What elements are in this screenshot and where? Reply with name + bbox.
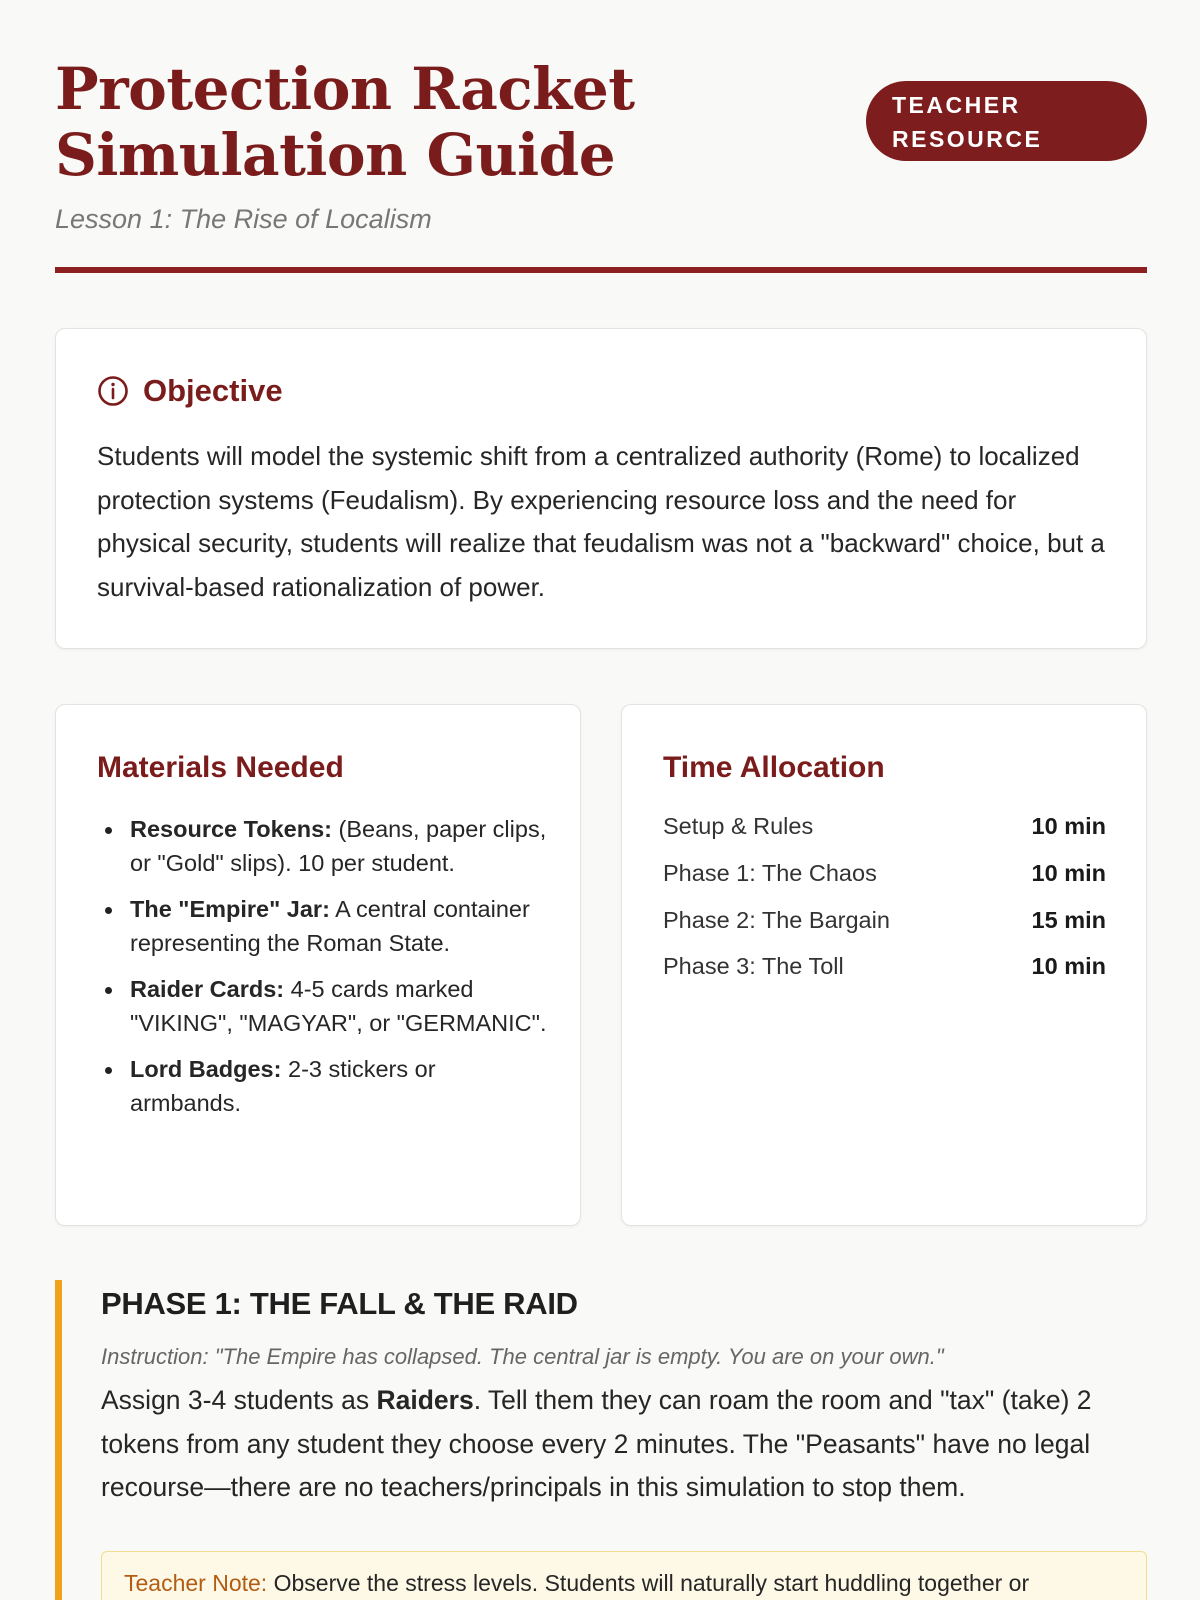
material-text: 4-5 cards marked "VIKING", "MAGYAR", or "GERMANIC". [130,976,547,1036]
teacher-note-label: Teacher Note: [124,1570,268,1596]
time-value: 10 min [1031,860,1106,886]
objective-title: Objective [143,373,283,408]
time-label: Setup & Rules [663,813,814,839]
teacher-note-text: Observe the stress levels. Students will naturally start huddling together or [267,1570,1030,1596]
objective-heading [97,373,283,409]
material-label: Lord Badges: [130,1056,282,1082]
page-header [55,0,1147,275]
page-title-line1: Protection Racket [55,55,635,123]
page-title-line2: Simulation Guide [55,121,616,189]
time-value: 10 min [1031,813,1106,839]
materials-title: Materials Needed [97,751,344,784]
material-label: Raider Cards: [130,976,285,1002]
teacher-resource-badge [866,81,1147,161]
phase1-body-pre: Assign 3-4 students as [101,1385,377,1415]
list-item [97,813,547,880]
phase1-title: PHASE 1: THE FALL & THE RAID [101,1286,578,1321]
time-label: Phase 2: The Bargain [663,907,890,933]
material-text: A central container representing the Roman State. [130,896,530,956]
phase1-section [55,1280,1147,1600]
badge-line1: TEACHER [892,92,1021,118]
objective-text: Students will model the systemic shift from a centralized authority (Rome) to localized protection systems (Feudalism). By experiencing resource loss and the need for physical security, students will realize that feudalism was not a "backward" choice, but a survival-based rationalization of power. [97,441,1105,602]
list-item [97,893,547,960]
materials-card [55,704,581,1226]
page-title [55,56,675,188]
time-value: 15 min [1031,907,1106,933]
time-label: Phase 3: The Toll [663,953,844,979]
material-text: (Beans, paper clips, or "Gold" slips). 10 per student. [130,816,547,876]
phase1-body-post: . Tell them they can roam the room and "tax" (take) 2 tokens from any student they choose every 2 minutes. The "Peasants" have no legal recourse—there are no teachers/principals in this simulation to stop them. [101,1385,1092,1502]
time-row [663,860,1106,887]
time-row [663,907,1106,934]
objective-card [55,328,1147,649]
material-label: Resource Tokens: [130,816,332,842]
time-row [663,813,1106,840]
phase1-body [101,1379,1151,1510]
time-row [663,953,1106,980]
list-item [97,1053,547,1120]
material-label: The "Empire" Jar: [130,896,330,922]
time-value: 10 min [1031,953,1106,979]
time-allocation-card [621,704,1147,1226]
info-circle-icon [97,375,129,407]
material-text: 2-3 stickers or armbands. [130,1056,436,1116]
list-item [97,973,547,1040]
phase1-instruction: Instruction: "The Empire has collapsed. The central jar is empty. You are on your own." [101,1344,944,1369]
teacher-note [101,1551,1147,1600]
materials-list [97,813,547,1133]
time-label: Phase 1: The Chaos [663,860,877,886]
time-allocation-title: Time Allocation [663,751,885,784]
guide-page [55,0,1147,1596]
phase1-body-bold: Raiders [376,1385,474,1415]
header-divider [55,267,1147,273]
badge-line2: RESOURCE [892,126,1043,152]
lesson-subtitle: Lesson 1: The Rise of Localism [55,204,432,234]
